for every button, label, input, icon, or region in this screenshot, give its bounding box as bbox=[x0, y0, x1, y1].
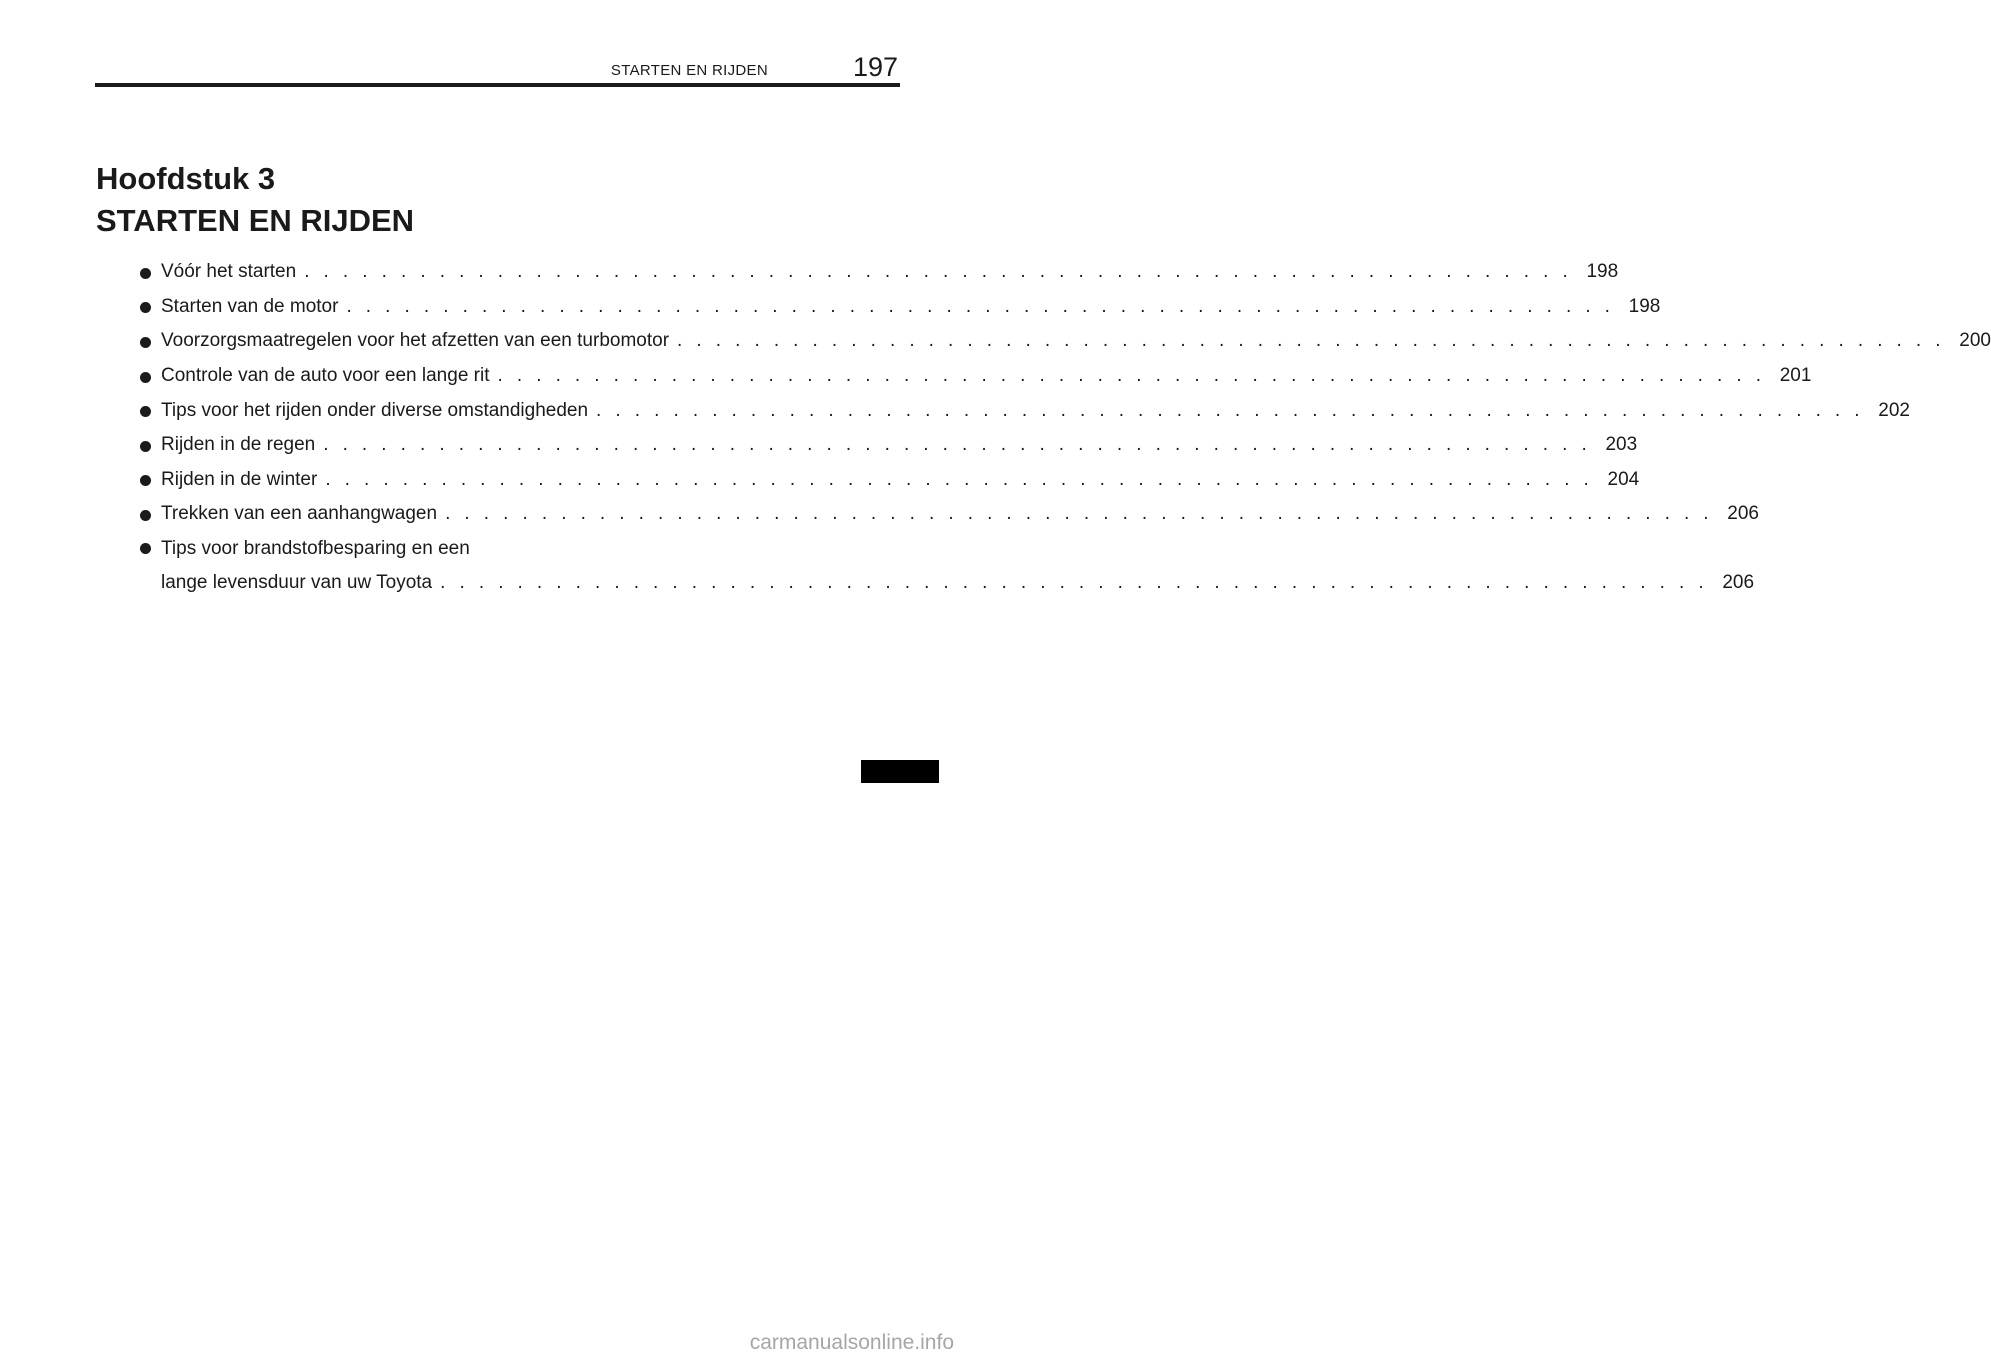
header-page-number: 197 bbox=[852, 52, 898, 82]
dot-leader bbox=[325, 464, 1593, 496]
page-header bbox=[95, 52, 900, 86]
toc-entry-title: Trekken van een aanhangwagen bbox=[161, 503, 438, 525]
chapter-title: STARTEN EN RIJDEN bbox=[96, 203, 415, 238]
toc-entry[interactable] bbox=[140, 394, 1910, 429]
chapter-heading bbox=[96, 158, 414, 242]
toc-entry-page: 206 bbox=[1727, 503, 1759, 525]
bullet-icon bbox=[140, 361, 161, 393]
bullet-icon bbox=[140, 465, 161, 497]
dot-leader bbox=[445, 498, 1713, 530]
toc-entry-page: 203 bbox=[1605, 434, 1638, 456]
header-rule bbox=[95, 83, 900, 87]
dot-leader bbox=[596, 395, 1864, 427]
dot-leader bbox=[323, 429, 1591, 461]
bullet-icon bbox=[140, 326, 161, 358]
watermark: carmanualsonline.info bbox=[749, 1331, 954, 1354]
bullet-icon bbox=[140, 257, 161, 289]
bullet-icon bbox=[140, 396, 161, 428]
toc-entry-page: 202 bbox=[1878, 399, 1910, 421]
toc-entry[interactable] bbox=[140, 464, 1640, 499]
bullet-icon bbox=[140, 430, 161, 462]
header-section-title: STARTEN EN RIJDEN bbox=[610, 62, 768, 79]
dot-leader bbox=[304, 256, 1572, 288]
toc-entry[interactable] bbox=[140, 533, 1755, 602]
toc-entry-title-line1: Tips voor brandstofbesparing en een bbox=[161, 537, 470, 559]
chapter-label: Hoofdstuk 3 bbox=[96, 161, 276, 196]
toc-entry-title-line2: lange levensduur van uw Toyota bbox=[161, 571, 433, 593]
toc-entry-title: Rijden in de regen bbox=[161, 434, 316, 456]
toc-entry-page: 198 bbox=[1628, 295, 1661, 317]
dot-leader bbox=[346, 291, 1614, 323]
chapter-thumb-tab bbox=[861, 760, 939, 783]
toc-entry-title: Controle van de auto voor een lange rit bbox=[161, 365, 490, 387]
toc-entry[interactable] bbox=[140, 291, 1661, 326]
toc-entry-title: Rijden in de winter bbox=[161, 468, 318, 490]
toc-entry-page: 206 bbox=[1722, 571, 1755, 593]
toc-entry[interactable] bbox=[140, 256, 1619, 291]
toc-entry-page: 204 bbox=[1607, 468, 1640, 490]
toc-entry-title: Vóór het starten bbox=[161, 261, 297, 283]
toc-entry-title: Tips voor het rijden onder diverse omstandigheden bbox=[161, 399, 589, 421]
toc-entry-title: Voorzorgsmaatregelen voor het afzetten van een turbomotor bbox=[161, 330, 670, 352]
dot-leader bbox=[498, 360, 1766, 392]
table-of-contents bbox=[140, 256, 1991, 602]
toc-entry[interactable] bbox=[140, 360, 1812, 395]
bullet-icon bbox=[140, 533, 161, 565]
toc-entry[interactable] bbox=[140, 325, 1991, 360]
dot-leader bbox=[677, 325, 1945, 357]
toc-entry-title: Starten van de motor bbox=[161, 295, 339, 317]
bullet-icon bbox=[140, 292, 161, 324]
bullet-icon bbox=[140, 499, 161, 531]
dot-leader bbox=[440, 567, 1708, 599]
toc-entry[interactable] bbox=[140, 498, 1759, 533]
toc-entry-page: 200 bbox=[1959, 330, 1991, 352]
toc-entry-page: 201 bbox=[1779, 365, 1812, 387]
toc-entry-page: 198 bbox=[1586, 261, 1619, 283]
toc-entry[interactable] bbox=[140, 429, 1638, 464]
